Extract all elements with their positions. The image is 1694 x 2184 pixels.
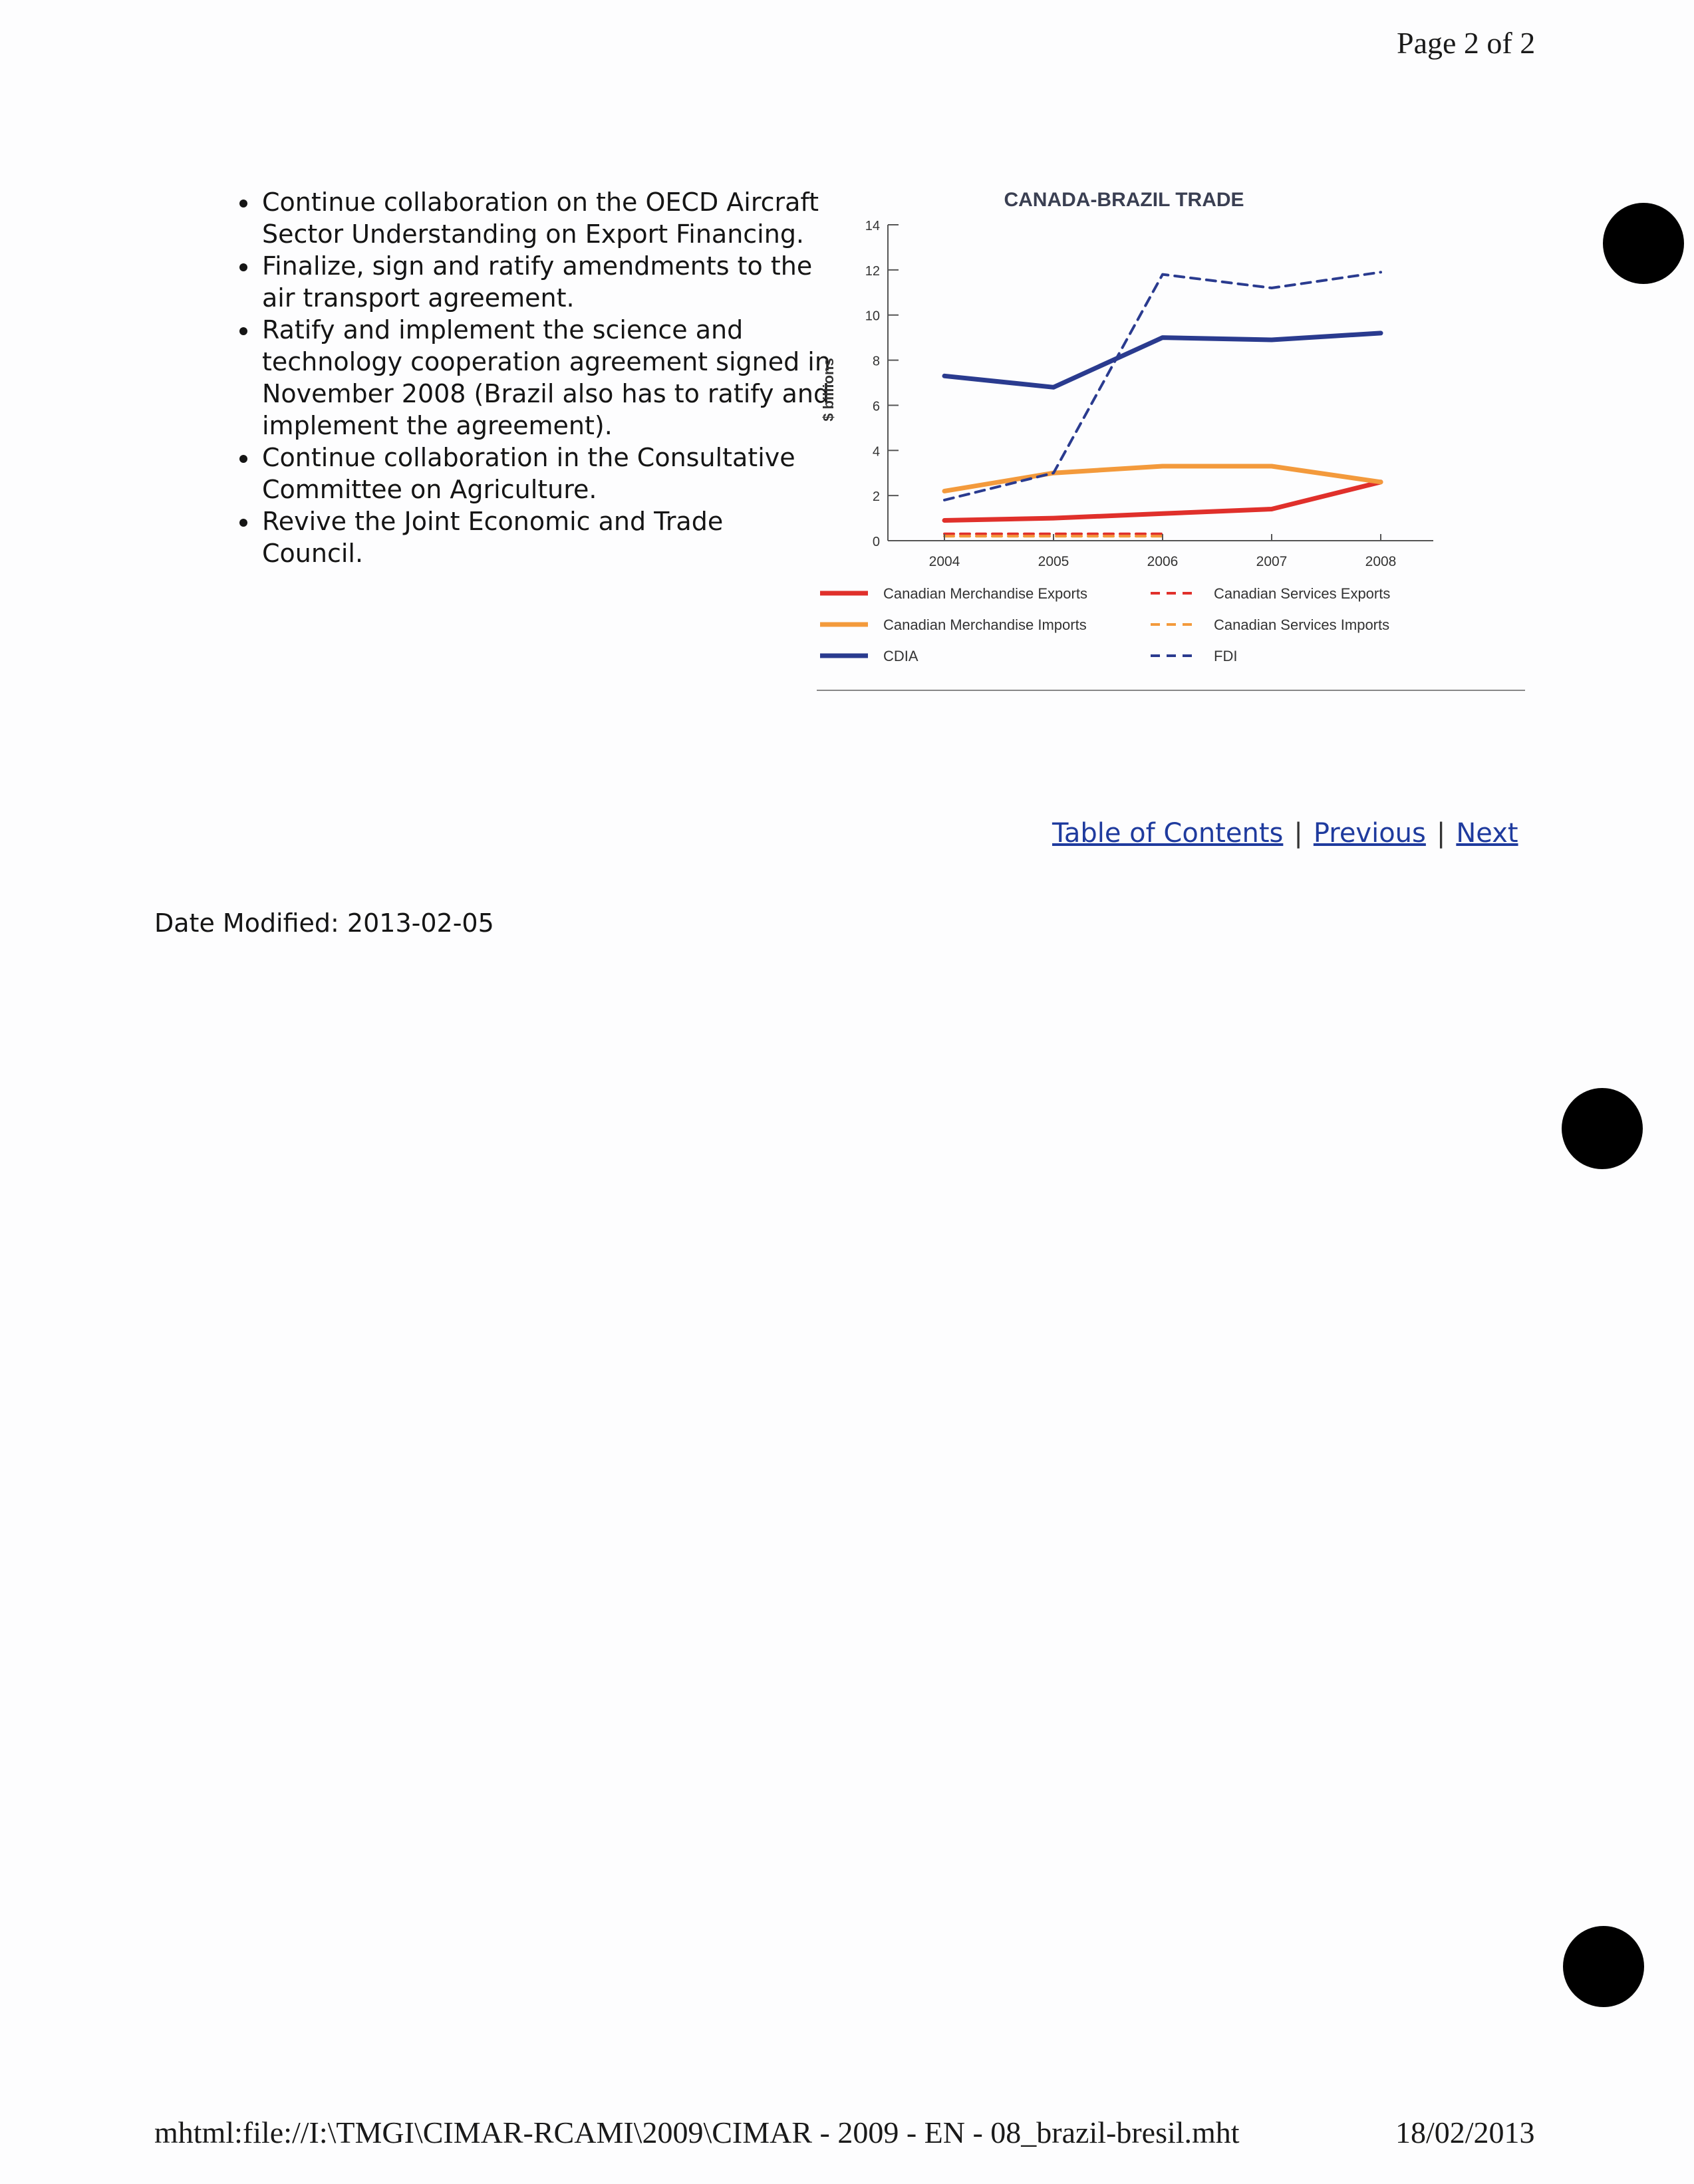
legend-entry: CDIA	[883, 648, 918, 664]
trade-chart-svg	[815, 180, 1533, 698]
chart-title: CANADA-BRAZIL TRADE	[1004, 189, 1244, 211]
y-tick-label: 4	[872, 444, 880, 460]
binder-hole	[1563, 1926, 1644, 2007]
series-line	[944, 333, 1381, 387]
legend-entry: Canadian Merchandise Exports	[883, 585, 1087, 602]
y-tick-label: 2	[872, 489, 880, 505]
next-link[interactable]: Next	[1456, 818, 1518, 849]
trade-chart	[815, 180, 1533, 698]
y-tick-label: 12	[865, 263, 880, 279]
date-modified: Date Modified: 2013-02-05	[154, 908, 494, 938]
legend-entry: FDI	[1214, 648, 1238, 664]
action-list	[223, 186, 831, 569]
series-line	[944, 482, 1381, 521]
y-tick-label: 6	[872, 399, 880, 414]
legend-entry: Canadian Services Imports	[1214, 616, 1390, 633]
footer-file-path: mhtml:file://I:\TMGI\CIMAR-RCAMI\2009\CIMAR - 2009 - EN - 08_brazil-bresil.mht	[154, 2116, 1240, 2149]
nav-separator: |	[1294, 818, 1303, 849]
x-tick-label: 2008	[1365, 554, 1397, 569]
y-tick-label: 10	[865, 309, 880, 324]
legend-entry: Canadian Merchandise Imports	[883, 616, 1087, 633]
y-tick-label: 8	[872, 354, 880, 369]
previous-link[interactable]: Previous	[1313, 818, 1426, 849]
footer-date: 18/02/2013	[1395, 2116, 1535, 2149]
page-navigation	[1052, 818, 1518, 849]
list-item: • Ratify and implement the science and technology cooperation agreement signed in November 2008 (Brazil also has to ratify and implement the agreement).	[259, 314, 831, 442]
binder-hole	[1603, 203, 1684, 284]
y-axis-label: $ billions	[820, 358, 837, 422]
y-tick-label: 14	[865, 219, 880, 233]
x-tick-label: 2004	[928, 554, 960, 569]
x-tick-label: 2006	[1147, 554, 1179, 569]
list-item: • Revive the Joint Economic and Trade Council.	[259, 505, 831, 569]
page-number: Page 2 of 2	[1397, 26, 1536, 60]
x-tick-label: 2007	[1256, 554, 1288, 569]
list-item: • Finalize, sign and ratify amendments to the air transport agreement.	[259, 250, 831, 314]
list-item: • Continue collaboration in the Consultative Committee on Agriculture.	[259, 442, 831, 505]
table-of-contents-link[interactable]: Table of Contents	[1052, 818, 1284, 849]
x-tick-label: 2005	[1038, 554, 1069, 569]
y-tick-label: 0	[872, 535, 880, 549]
binder-hole	[1562, 1088, 1643, 1169]
legend-entry: Canadian Services Exports	[1214, 585, 1391, 602]
list-item: • Continue collaboration on the OECD Aircraft Sector Understanding on Export Financing.	[259, 186, 831, 250]
series-line	[944, 466, 1381, 491]
nav-separator: |	[1436, 818, 1446, 849]
